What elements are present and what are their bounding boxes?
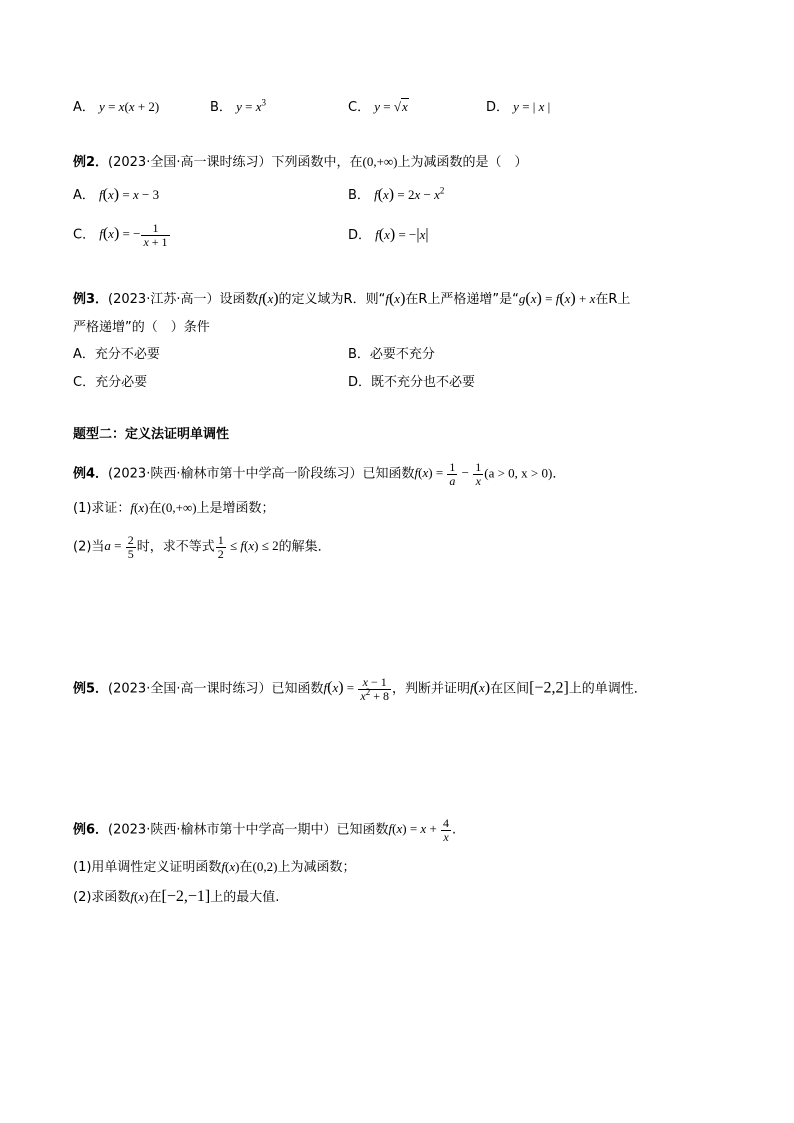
ex2-option-c: C． f(x) = − $\frac{1}{x + 1}$: [73, 221, 168, 249]
prev-option-a-math: y = x(x + 2): [99, 99, 160, 114]
ex4-part2: (2)当a = $\frac{2}{5}$ 时，求不等式 $\frac{1}{2}$ ≤ f(x) ≤ 2的解集．: [73, 533, 331, 561]
ex2-option-b: B． $f(x) = 2x - x^2$: [348, 185, 445, 203]
ex4-part1: (1)求证：f(x)在(0,+∞)上是增函数；: [73, 500, 275, 516]
ex3-stem-line2: 严格递增”的（ ）条件: [73, 320, 210, 335]
ex6-part1: (1)用单调性定义证明函数f(x)在(0,2)上为减函数；: [73, 859, 356, 875]
prev-option-d-math: y = | x |: [513, 99, 551, 114]
ex6-part2: (2)求函数f(x)在[−2,−1]上的最大值.: [73, 888, 280, 905]
ex3-stem: 例3．(2023·江苏·高一）设函数f(x)的定义域为R．则“f(x)在R上严格递增”是“g(x) = f(x) + x在R上: [73, 290, 631, 307]
prev-option-a: A． y = x(x + 2): [73, 99, 160, 115]
section-title: 题型二：定义法证明单调性: [73, 427, 230, 442]
ex2-stem: 例2．(2023·全国·高一课时练习）下列函数中，在(0,+∞)上为减函数的是（ ）: [73, 154, 528, 170]
ex5-stem: 例5．(2023·全国·高一课时练习）已知函数f(x) = $\frac{x - 1}{x^2 + 8}$ ，判断并证明f(x)在区间[−2,2]上的单调性．: [73, 675, 647, 703]
prev-option-b: B． $y = x^3$: [210, 97, 266, 115]
ex6-stem: 例6．(2023·陕西·榆林市第十中学高一期中）已知函数f(x) = x + $\frac{4}{x}$ .: [73, 816, 457, 844]
ex3-option-a: A．充分不必要: [73, 347, 160, 362]
ex3-option-d: D．既不充分也不必要: [348, 375, 476, 390]
prev-option-c: C． y = √x: [348, 99, 408, 115]
ex3-option-b: B．必要不充分: [348, 347, 435, 362]
ex2-option-d: D． f(x) = −|x|: [348, 226, 429, 243]
ex3-option-c: C．充分必要: [73, 375, 148, 390]
prev-option-b-math: $y = x^3$: [236, 97, 266, 114]
ex4-stem: 例4．(2023·陕西·榆林市第十中学高一阶段练习）已知函数f(x) = $\frac{1}{a}$ − $\frac{1}{x}$ (a > 0, x > 0)．: [73, 460, 566, 488]
ex2-option-a: A． f(x) = x − 3: [73, 186, 160, 203]
prev-option-d: D． y = | x |: [486, 99, 551, 115]
prev-option-c-math: y = √x: [374, 99, 408, 114]
